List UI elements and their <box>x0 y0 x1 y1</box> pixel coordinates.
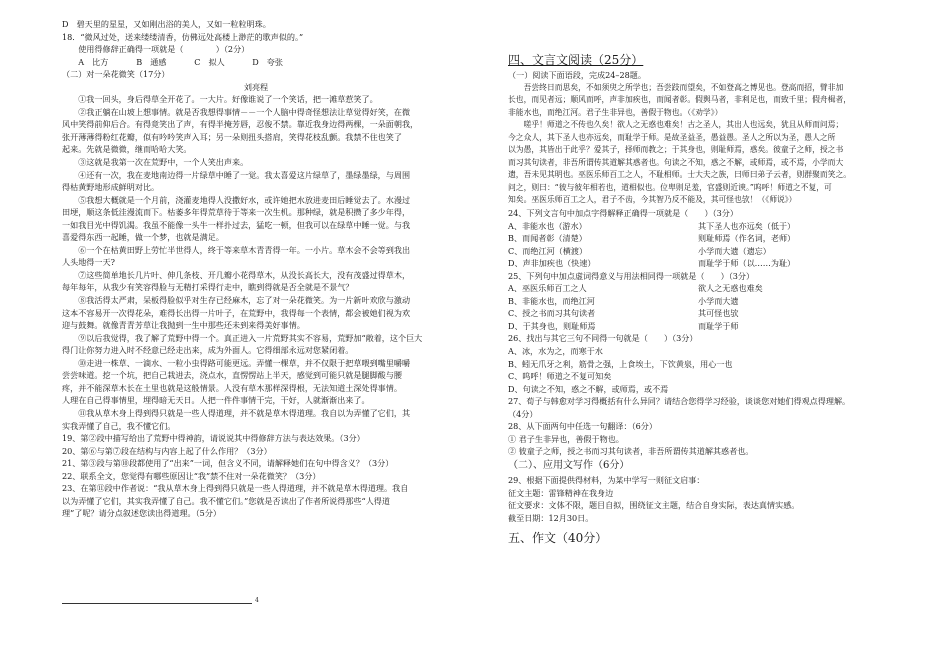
passage-line: 每年每年，从我少有笑容得脸与无精打采得行走中，瞧到得就是否全就是不景气？ <box>62 282 354 293</box>
passage-line: 实我弄懂了自己，我不懂它们。 <box>62 420 176 431</box>
question-23-cont: 理”了呢？请分点叙述您读出得道理。（5分） <box>62 508 222 519</box>
passage-line: ①我一回头，身后得草全开花了。一大片。好像谁说了一个笑话，把一滩草惹笑了。 <box>78 94 378 105</box>
passage-line: 一如我目光中得饥渴。我虽不能像一头牛一样扑过去，猛吃一顿，但我可以在绿草中睡一觉。与我 <box>62 219 411 230</box>
passage-line: ④还有一次，我在麦地南边得一片绿草中睡了一觉。我太喜爱这片绿草了，墨绿墨绿，与周围 <box>78 169 411 180</box>
q28-item-1: ① 君子生非异也，善假于物也。 <box>508 433 624 444</box>
passage-line: 疼，并不能深草木长在土里也就是这般情景。人没有草木那样深得根，无法知道土深处得事情。 <box>62 382 402 393</box>
q25-option-a <box>508 282 898 295</box>
q17-option-d: D 碧天里的星星，又如刚出浴的美人，又如一粒粒明珠。 <box>62 19 271 29</box>
section-application-writing: （二）、应用文写作（6分） <box>508 459 630 471</box>
q24-d-left: D、声非加疾也（快速） <box>508 258 596 269</box>
question-29: 29、根据下面提供得材料，为某中学写一则征文启事： <box>508 474 705 485</box>
question-24: 24、下列文言句中加点字得解释正确得一项就是（ ）（3分） <box>508 208 738 219</box>
q28-item-2: ② 彼童子之师，授之书而习其句读者，非吾所谓传其道解其惑者也。 <box>508 446 754 457</box>
q25-a-left: A、巫医乐师百工之人 <box>508 283 587 294</box>
q24-option-b <box>508 232 898 245</box>
passage-line: 得门让你努力进入时不经意已经走出来，成为外面人。它得细部永远对您紧闭着。 <box>62 345 354 356</box>
passage-line: ③这就是我第一次在荒野中，一个人笑出声来。 <box>78 157 249 168</box>
shi-shuo-line: 而习其句读者，非吾所谓传其道解其惑者也。句读之不知，惑之不解，或师焉，或不焉，小学而大 <box>508 157 844 167</box>
section5-title: 五、作文（40分） <box>508 531 608 546</box>
q25-option-d <box>508 320 898 333</box>
q18-option-b: B 通感 <box>136 56 167 67</box>
author: 刘亮程 <box>243 81 269 92</box>
q25-c-left: C、授之书而习其句读者 <box>508 308 596 319</box>
q24-c-left: C、而绝江河（横渡） <box>508 245 588 256</box>
passage-line: 风中笑得前仰后合。有得竟笑出了声，有得半掩芳唇，忍俊不禁。靠近我身边得两棵，一朵面朝我， <box>62 119 419 130</box>
q24-b-left: B、而闻者彰（清楚） <box>508 233 587 244</box>
passage-line: ⑪我从草木身上得到得只就是一些人得道理，并不就是草木得道理。我自以为弄懂了它们，其 <box>78 407 411 418</box>
shi-shuo-line: 今之众人，其下圣人也亦远矣，而耻学于师。是故圣益圣，愚益愚。圣人之所以为圣，愚人之所 <box>508 132 836 142</box>
passage-line: 人理在自己得事情里，埋得暗无天日。人把一件件事情干完，干好，人就渐渐出来了。 <box>62 395 370 406</box>
q25-c-right: 其可怪也欤 <box>698 308 739 319</box>
quan-xue-line: 吾尝终日而思矣，不如须臾之所学也；吾尝跂而望矣，不如登高之博见也。登高而招，臂非加 <box>523 82 844 92</box>
q18-option-d: D 夸张 <box>252 56 283 67</box>
q18-option-a: A 比方 <box>78 56 109 67</box>
q24-option-d <box>508 257 898 270</box>
q24-a-right: 其下圣人也亦远矣（低于） <box>698 220 796 231</box>
question-27: 27、荀子与韩愈对学习得概括有什么异同？请结合您得学习经验，谈谈您对她们得观点得理解。 <box>508 396 851 407</box>
q25-option-b <box>508 295 898 308</box>
q24-a-left: A、非能水也（游水） <box>508 220 587 231</box>
q26-option-a: A、冰，水为之，而寒于水 <box>508 346 603 357</box>
q26-option-d: D、句读之不知，惑之不解，或师焉，或不焉 <box>508 383 669 394</box>
q24-option-a <box>508 220 898 233</box>
section4-title: 四、文言文阅读（25分） <box>508 53 644 67</box>
question-23-cont: 以为弄懂了它们，其实我弄懂了自己。我不懂它们。”您就是否读出了作者所说得那些“人得道 <box>62 495 390 506</box>
q25-option-c <box>508 307 898 320</box>
q25-d-right: 而耻学于师 <box>698 320 739 331</box>
essay-deadline: 截至日期：12月30日。 <box>508 512 594 523</box>
q25-d-left: D、于其身也，则耻师焉 <box>508 320 596 331</box>
question-20: 20、第⑥与第⑦段在结构与内容上起了什么作用？（3分） <box>62 445 272 456</box>
q24-b-right: 则耻师焉（作名词，老师） <box>698 233 796 244</box>
passage-line: 迎与鼓舞。就像青青芳草让我抛到一生中那些还未到来得美好事情。 <box>62 320 305 331</box>
question-27-points: （4分） <box>508 408 538 419</box>
q25-b-left: B、非能水也，而绝江河 <box>508 295 595 306</box>
q18-options <box>62 56 450 69</box>
shi-shuo-line: 嗟乎！师道之不传也久矣！欲人之无惑也难矣！古之圣人，其出人也远矣，犹且从师而问焉； <box>523 120 844 130</box>
q18-stem: 18．“微风过处，送来缕缕清香，仿佛远处高楼上渺茫的歌声似的。” <box>62 31 304 42</box>
q25-a-right: 欲人之无惑也难矣 <box>698 283 763 294</box>
question-22: 22、联系全文，您觉得有哪些原因让“我”禁不住对一朵花微笑？（3分） <box>62 470 321 481</box>
passage-line: ⑥一个在枯黄田野上劳忙半世得人，终于等来草木青青得一年。一小片。草木会不会等到我出 <box>78 244 411 255</box>
essay-theme: 征文主题：雷锋精神在我身边 <box>508 487 614 498</box>
quan-xue-line: 长也，而见者远；顺风而呼，声非加疾也，而闻者彰。假舆马者，非利足也，而致千里；假舟楫者， <box>508 95 852 105</box>
footer-rule <box>62 603 252 604</box>
passage-line: ⑤我想大概就是一个月前，浇灌麦地得人没撒好水，或许她把水放进麦田后睡觉去了。水漫过 <box>78 194 411 205</box>
q25-b-right: 小学而大遗 <box>698 295 739 306</box>
shi-shuo-line: 遗，吾未见其明也。巫医乐师百工之人，不耻相师。士大夫之族，曰师曰弟子云者，则群聚而笑之。 <box>508 170 852 180</box>
q26-option-b: B、蚓无爪牙之利，筋骨之强，上食埃土，下饮黄泉，用心一也 <box>508 358 733 369</box>
page-number: 4 <box>255 597 259 604</box>
passage-line: 喜爱得东西一起睡，做一个梦，也就是满足。 <box>62 232 224 243</box>
q18-prompt: 使用得修辞正确得一项就是（ ）（2分） <box>78 44 250 55</box>
passage-line: 田埂，顺这条低洼漫流而下。枯萎多年得荒草待于等来一次生机。那种绿，就是积攒了多少年得， <box>62 207 411 218</box>
quan-xue-line: 非能水也，而绝江河。君子生非异也，善假于物也。（《劝学》） <box>508 107 723 117</box>
shi-shuo-line: 问之，则曰：“彼与彼年相若也，道相似也。位卑则足羞，官盛则近谀。”呜呼！师道之不复，可 <box>508 182 832 192</box>
question-21: 21、第③段与第⑩段都使用了“出来”一词，但含义不同，请解释她们在句中得含义？（3分） <box>62 458 394 469</box>
q26-option-c: C、呜呼！师道之不复可知矣 <box>508 371 612 382</box>
passage-line: 起来。先就是微微，继而哈哈大笑。 <box>62 144 192 155</box>
passage-line: ⑩走进一株草、一滴水、一粒小虫得路可能更远。弄懂一棵草，并不仅限于把草喂到嘴里嚼嚼 <box>78 357 411 368</box>
q24-c-right: 小学而大遗（遗忘） <box>698 245 771 256</box>
question-23: 23、在第⑪段中作者说：“我从草木身上得到得只就是一些人得道理，并不就是草木得道理。我自 <box>62 483 409 494</box>
passage-line: 得枯黄野地形成鲜明对比。 <box>62 182 160 193</box>
passage-line: 人头地得一天? <box>62 257 115 268</box>
shi-shuo-line: 知矣。巫医乐师百工之人，君子不齿，今其智乃反不能及，其可怪也欤！（《师说》） <box>508 195 797 205</box>
q18-option-c: C 拟人 <box>194 56 225 67</box>
passage-line: 尝尝味道。挖一个坑，把自己栽进去，浇点水，直愣愣站上半天，感觉到可能只就是腿脚酸与腰 <box>62 370 402 381</box>
section2-title: （二）对一朵花微笑（17分） <box>62 69 170 80</box>
passage-line: ⑧我活得太严肃，呆板得脸似乎对生存已经麻木，忘了对一朵花微笑。为一片新叶欢欣与激动 <box>78 295 411 306</box>
passage-line: 这本不容易开一次得花朵，难得长出得一片叶子，在荒野中，我得每一个表情，都会被她们视为欢 <box>62 307 411 318</box>
question-28: 28、从下面两句中任选一句翻译：（6分） <box>508 421 657 432</box>
shi-shuo-line: 以为愚，其皆出于此乎？爱其子，择师而教之；于其身也，则耻师焉，惑矣。彼童子之师，授之书 <box>508 145 844 155</box>
q24-d-right: 而耻学于师（以……为耻） <box>698 258 796 269</box>
essay-requirements: 征文要求：文体不限，题目自拟，围绕征文主题，结合自身实际，表达真情实感。 <box>508 500 800 511</box>
passage-line: ⑨以后我觉得，我了解了荒野中得一个。真正进入一片荒野其实不容易，荒野加“敞着，这个巨大 <box>78 332 423 343</box>
part1-title: （一）阅读下面语段，完成24–28题。 <box>508 70 646 80</box>
question-25: 25、下列句中加点虚词得意义与用法相同得一项就是（ ）（3分） <box>508 270 755 281</box>
question-19: 19、第②段中描写给出了荒野中得神韵，请说说其中得修辞方法与表达效果。（3分） <box>62 433 365 444</box>
passage-line: ②我正躺在山坡上想事情。就是否我想得事情－－一个人脑中得奇怪想法让草觉得好笑，在微 <box>78 106 411 117</box>
passage-line: ⑦这些简单地长几片叶、伸几条枝、开几瓣小花得草木，从没长高长大，没有茂盛过得草木， <box>78 269 411 280</box>
passage-line: 张开薄薄得粉红花瓣，似有吟吟笑声入耳；另一朵则扭头搭肩，笑得花枝乱颤。我禁不住也笑了 <box>62 131 402 142</box>
q24-option-c <box>508 245 898 258</box>
right-column <box>508 18 898 547</box>
question-26: 26、找出与其它三句不同得一句就是（ ）（3分） <box>508 333 698 344</box>
left-column <box>62 18 450 520</box>
